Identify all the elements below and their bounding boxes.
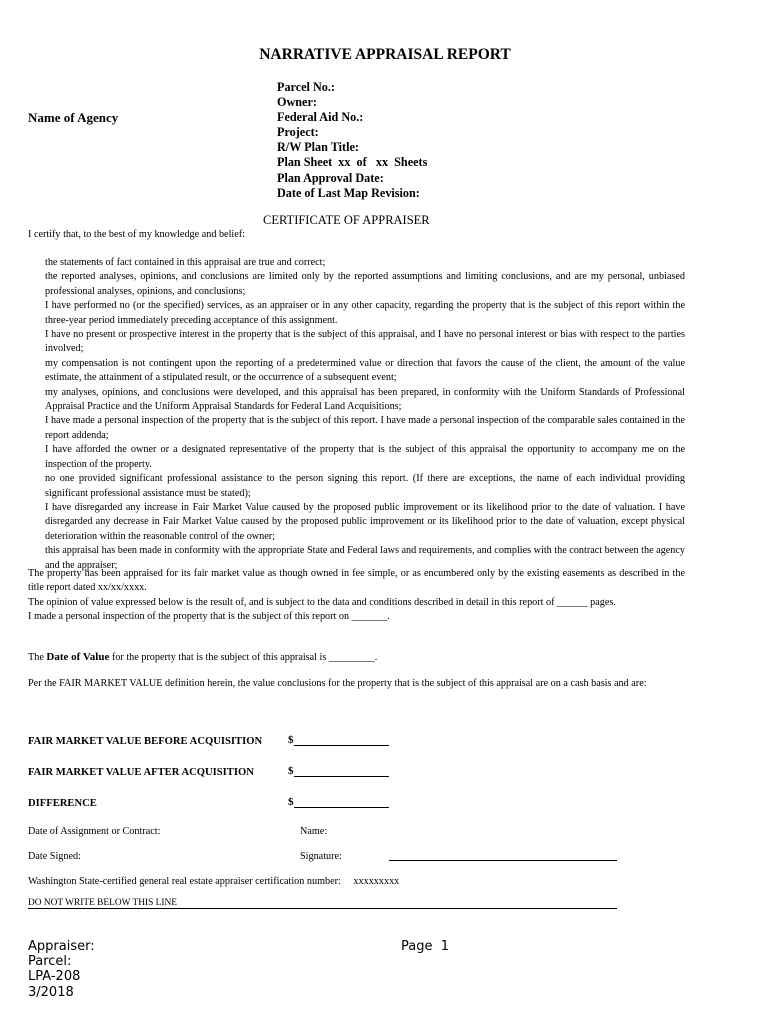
footer-form-date: 3/2018: [28, 984, 74, 1000]
federal-aid-no-label: Federal Aid No.:: [277, 110, 364, 125]
fmv-before-label: FAIR MARKET VALUE BEFORE ACQUISITION: [28, 736, 263, 747]
footer-appraiser-label: Appraiser:: [28, 939, 95, 954]
footer-parcel-label: Parcel:: [28, 954, 72, 970]
certificate-title: CERTIFICATE OF APPRAISER: [263, 213, 430, 227]
wa-certification-number: xxxxxxxxx: [353, 876, 400, 887]
date-of-assignment-label: Date of Assignment or Contract:: [28, 826, 161, 837]
opinion-paragraph: The opinion of value expressed below is the result of, and is subject to the data and conditions described in detail in this report of ______ pages.: [28, 596, 616, 608]
cert-item: my compensation is not contingent upon the reporting of a predetermined value or direction that favors the cause of the client, the amount of the value estimate, the attainment of a stipulated result, or the occurrence of a subsequent event;: [45, 357, 685, 384]
fmv-after-blank[interactable]: [294, 765, 389, 777]
fmv-after-amount[interactable]: [288, 765, 389, 777]
parcel-no-label: Parcel No.:: [277, 80, 335, 94]
difference-amount[interactable]: [288, 796, 389, 808]
wa-certification-label: Washington State-certified general real estate appraiser certification number:: [28, 876, 341, 887]
difference-label: DIFFERENCE: [28, 798, 97, 809]
currency-symbol: $: [288, 765, 294, 777]
cert-item: I have performed no (or the specified) services, as an appraiser or in any other capacity, regarding the property that is the subject of this report within the three-year period immediately preceding acceptance of this assignment.: [45, 300, 685, 326]
fmv-definition-paragraph: Per the FAIR MARKET VALUE definition herein, the value conclusions for the property that is the subject of this appraisal are on a cash basis and are:: [28, 678, 647, 689]
fmv-after-label: FAIR MARKET VALUE AFTER ACQUISITION: [28, 767, 254, 778]
date-value-suffix: for the property that is the subject of this appraisal is _________.: [111, 652, 378, 663]
signature-line[interactable]: [389, 860, 617, 861]
date-of-value-line: [28, 650, 377, 665]
inspection-paragraph: I made a personal inspection of the property that is the subject of this report on _______.: [28, 611, 390, 623]
agency-name-label: Name of Agency: [28, 110, 119, 125]
date-signed-label: Date Signed:: [28, 851, 81, 862]
currency-symbol: $: [288, 796, 294, 808]
difference-blank[interactable]: [294, 796, 389, 808]
date-value-label: Date of Value: [46, 651, 110, 663]
appraiser-name-label: Name:: [300, 826, 328, 837]
wa-certification-line: [28, 876, 399, 887]
cert-item: the reported analyses, opinions, and conclusions are limited only by the reported assumptions and limiting conclusions, and are my personal, unbiased professional analyses, opinions, and conclusions;: [45, 271, 685, 297]
fmv-before-amount[interactable]: [288, 734, 389, 746]
do-not-write-below-line: DO NOT WRITE BELOW THIS LINE: [28, 898, 617, 909]
rw-plan-title-label: R/W Plan Title:: [277, 140, 359, 155]
footer-form-number: LPA-208: [28, 969, 81, 985]
plan-sheet-label: Plan Sheet xx of xx Sheets: [277, 155, 428, 170]
cert-item: I have disregarded any increase in Fair Market Value caused by the proposed public improvement or its likelihood prior to the date of valuation. I have disregarded any decrease in Fair Market Value caused by the proposed public improvement or its likelihood prior to the date of valuation, except physical deterioration within the reasonable control of the owner;: [45, 501, 685, 542]
signature-label: Signature:: [300, 851, 342, 862]
cert-item: my analyses, opinions, and conclusions were developed, and this appraisal has been prepared, in conformity with the Uniform Standards of Professional Appraisal Practice and the Uniform Appraisal Standards for Federal Land Acquisitions;: [45, 386, 685, 413]
cert-item: I have made a personal inspection of the property that is the subject of this report. I have made a personal inspection of the comparable sales contained in the report addenda;: [45, 415, 685, 441]
last-map-revision-label: Date of Last Map Revision:: [277, 185, 420, 200]
cert-item: I have no present or prospective interest in the property that is the subject of this appraisal, and I have no personal interest or bias with respect to the parties involved;: [45, 329, 685, 355]
cert-item: the statements of fact contained in this appraisal are true and correct;: [45, 257, 326, 268]
owner-label: Owner:: [277, 95, 317, 110]
cert-item: this appraisal has been made in conformity with the appropriate State and Federal laws and requirements, and complies with the contract between the agency and the appraiser;: [45, 545, 685, 571]
footer-block: [28, 939, 95, 1000]
project-label: Project:: [277, 125, 319, 140]
certification-list: [45, 256, 685, 573]
date-value-prefix: The: [28, 652, 44, 663]
plan-approval-date-label: Plan Approval Date:: [277, 170, 384, 185]
certificate-paragraphs: [28, 567, 685, 625]
report-title: NARRATIVE APPRAISAL REPORT: [259, 46, 511, 63]
fee-simple-paragraph: The property has been appraised for its fair market value as though owned in fee simple, or as encumbered only by the existing easements as described in the title report dated xx/xx/xxxx.: [28, 568, 685, 594]
currency-symbol: $: [288, 734, 294, 746]
header-fields: [277, 80, 427, 201]
cert-item: no one provided significant professional assistance to the person signing this report. (If there are exceptions, the name of each individual providing significant professional assistance must be stated);: [45, 473, 685, 499]
certificate-intro: I certify that, to the best of my knowledge and belief:: [28, 229, 245, 240]
cert-item: I have afforded the owner or a designated representative of the property that is the subject of this appraisal the opportunity to accompany me on the inspection of the property.: [45, 444, 685, 470]
page-number: Page 1: [401, 939, 450, 954]
fmv-before-blank[interactable]: [294, 734, 389, 746]
